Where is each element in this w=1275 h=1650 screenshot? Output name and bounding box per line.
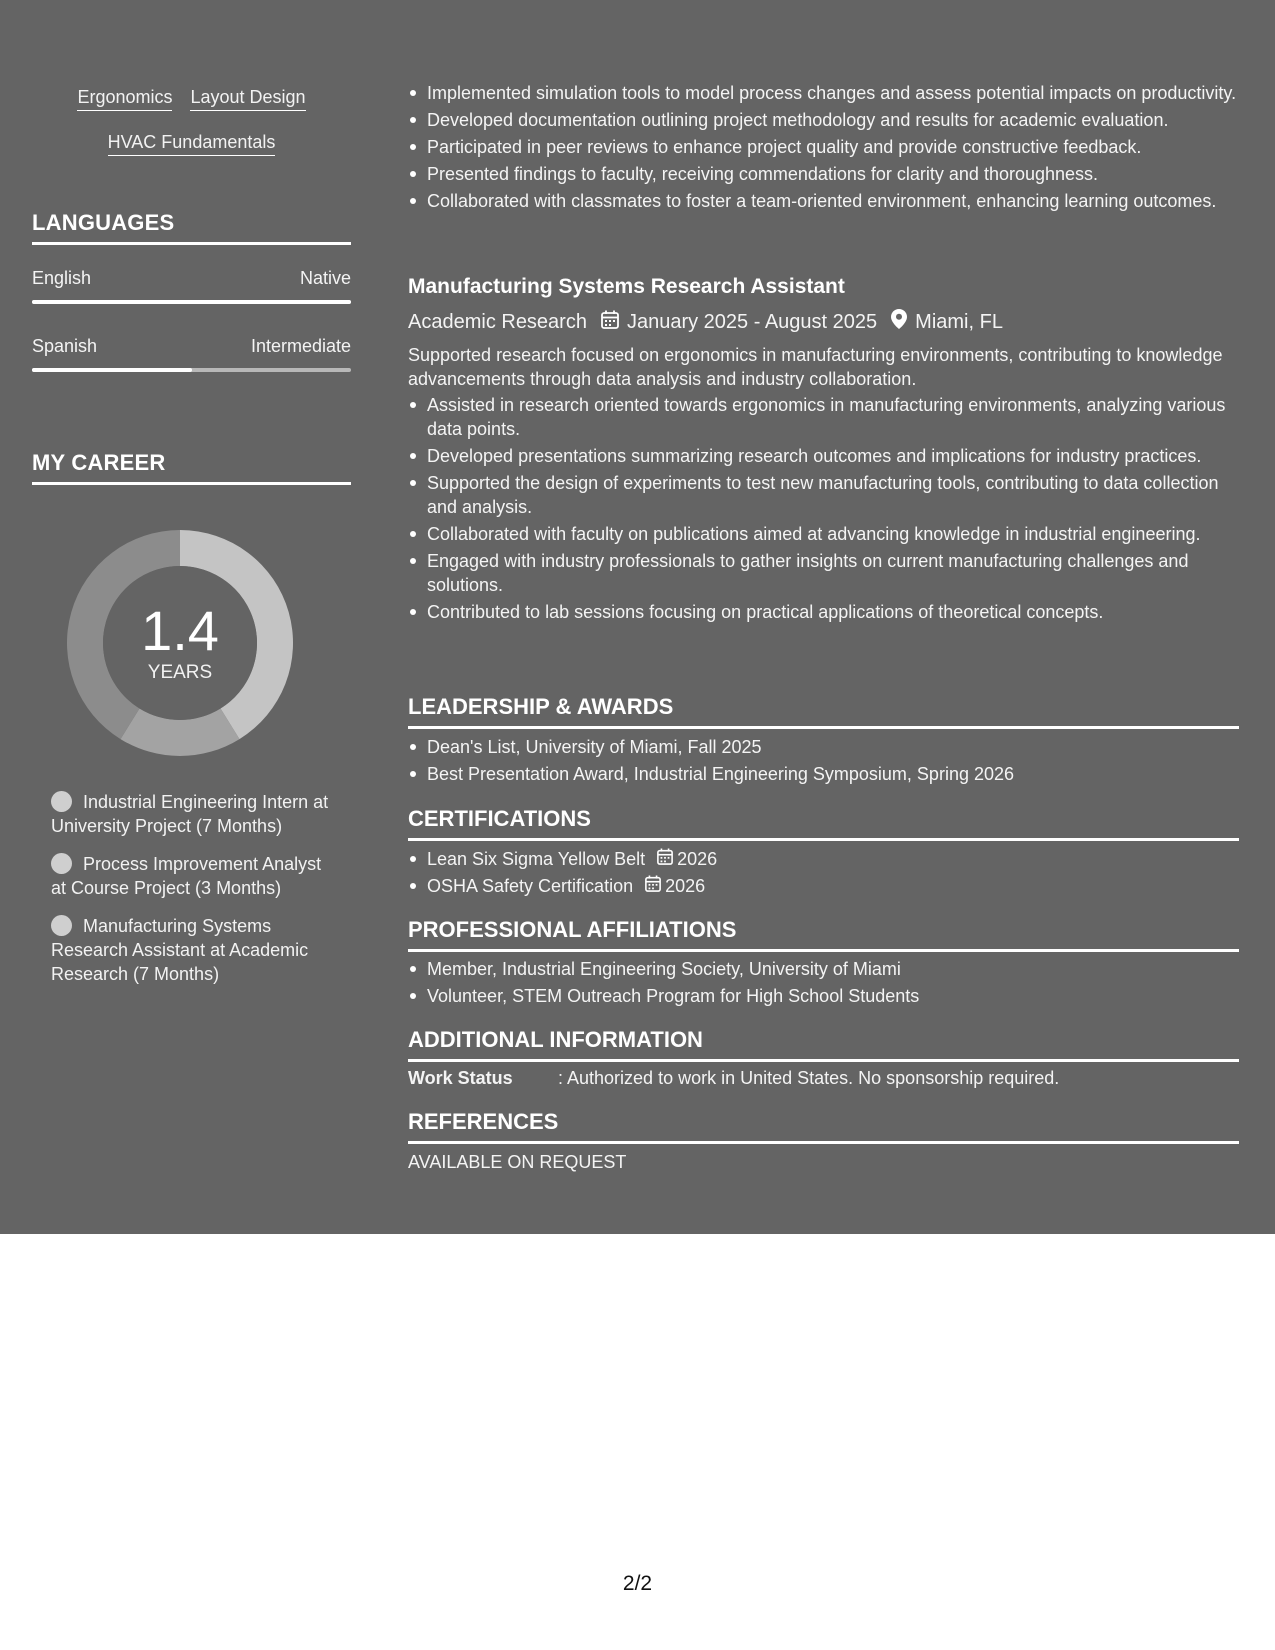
certification-item <box>408 874 1239 898</box>
bullet-item: Engaged with industry professionals to gather insights on current manufacturing challenges and solutions. <box>408 549 1239 597</box>
award-item: Best Presentation Award, Industrial Engineering Symposium, Spring 2026 <box>408 762 1239 786</box>
award-item: Dean's List, University of Miami, Fall 2025 <box>408 735 1239 759</box>
awards-list <box>408 735 1239 786</box>
certification-name: OSHA Safety Certification <box>427 876 634 896</box>
references-heading: REFERENCES <box>408 1109 1239 1144</box>
certifications-list <box>408 847 1239 898</box>
bullet-item: Collaborated with faculty on publications aimed at advancing knowledge in industrial engineering. <box>408 522 1239 546</box>
languages-heading: LANGUAGES <box>32 210 351 245</box>
career-heading: MY CAREER <box>32 450 351 485</box>
language-bar-fill <box>32 368 192 372</box>
references-text: AVAILABLE ON REQUEST <box>408 1152 627 1172</box>
affiliation-item: Member, Industrial Engineering Society, University of Miami <box>408 957 1239 981</box>
certification-name: Lean Six Sigma Yellow Belt <box>427 849 646 869</box>
job-dates: January 2025 - August 2025 <box>626 310 878 333</box>
language-bar <box>32 300 351 304</box>
certification-year: 2026 <box>665 876 706 896</box>
job-meta <box>408 309 1003 335</box>
affiliations-heading: PROFESSIONAL AFFILIATIONS <box>408 917 1239 952</box>
language-bar-fill <box>32 300 351 304</box>
skill-tag: HVAC Fundamentals <box>108 131 276 156</box>
affiliation-item: Volunteer, STEM Outreach Program for High School Students <box>408 984 1239 1008</box>
certification-item <box>408 847 1239 871</box>
page-number: 2/2 <box>622 1572 653 1595</box>
bullet-item: Developed documentation outlining project methodology and results for academic evaluation. <box>408 108 1239 132</box>
calendar-icon <box>645 874 661 898</box>
awards-heading: LEADERSHIP & AWARDS <box>408 694 1239 729</box>
certification-year: 2026 <box>677 849 718 869</box>
skills-row <box>32 86 351 111</box>
skills-tags <box>32 86 351 176</box>
job-bullets <box>408 393 1239 624</box>
language-bar <box>32 368 351 372</box>
career-legend-item <box>51 914 341 986</box>
bullet-item: Supported the design of experiments to test new manufacturing tools, contributing to data collection and analysis. <box>408 471 1239 519</box>
bullet-item: Collaborated with classmates to foster a team-oriented environment, enhancing learning outcomes. <box>408 189 1239 213</box>
legend-dot-icon <box>51 791 72 812</box>
language-name: English <box>32 268 92 288</box>
calendar-icon <box>601 310 619 335</box>
work-status-value: : Authorized to work in United States. No sponsorship required. <box>558 1068 1060 1088</box>
language-item <box>32 268 351 304</box>
bullet-item: Implemented simulation tools to model process changes and assess potential impacts on productivity. <box>408 81 1239 105</box>
career-legend-text: Process Improvement Analyst at Course Project (3 Months) <box>51 854 322 898</box>
career-legend <box>51 790 341 1000</box>
bullet-item: Developed presentations summarizing research outcomes and implications for industry practices. <box>408 444 1239 468</box>
job-title: Manufacturing Systems Research Assistant <box>408 275 845 298</box>
language-item <box>32 336 351 372</box>
career-legend-text: Industrial Engineering Intern at University Project (7 Months) <box>51 792 329 836</box>
donut-center <box>67 530 293 756</box>
job-company: Academic Research <box>408 310 587 333</box>
job-summary: Supported research focused on ergonomics in manufacturing environments, contributing to knowledge advancements through data analysis and industry collaboration. <box>408 345 1223 389</box>
calendar-icon <box>657 847 673 871</box>
language-level: Intermediate <box>250 336 351 356</box>
work-status-label: Work Status <box>408 1068 513 1088</box>
work-status-row <box>408 1068 1059 1089</box>
legend-dot-icon <box>51 915 72 936</box>
language-level: Native <box>299 268 351 288</box>
bullet-item: Participated in peer reviews to enhance project quality and provide constructive feedback. <box>408 135 1239 159</box>
career-donut-chart <box>67 530 293 756</box>
job-location: Miami, FL <box>915 310 1003 333</box>
bullet-item: Contributed to lab sessions focusing on practical applications of theoretical concepts. <box>408 600 1239 624</box>
affiliations-list <box>408 957 1239 1008</box>
career-legend-text: Manufacturing Systems Research Assistant at Academic Research (7 Months) <box>51 916 309 984</box>
certifications-heading: CERTIFICATIONS <box>408 806 1239 841</box>
career-total-unit: YEARS <box>147 662 213 683</box>
career-total-value: 1.4 <box>141 599 219 662</box>
additional-info-heading: ADDITIONAL INFORMATION <box>408 1027 1239 1062</box>
skills-row <box>32 131 351 156</box>
bullet-item: Assisted in research oriented towards ergonomics in manufacturing environments, analyzing various data points. <box>408 393 1239 441</box>
legend-dot-icon <box>51 853 72 874</box>
skill-tag: Layout Design <box>190 86 305 111</box>
career-legend-item <box>51 852 341 900</box>
previous-job-bullets <box>408 81 1239 213</box>
skill-tag: Ergonomics <box>77 86 172 111</box>
location-pin-icon <box>891 309 907 335</box>
bullet-item: Presented findings to faculty, receiving commendations for clarity and thoroughness. <box>408 162 1239 186</box>
language-name: Spanish <box>32 336 98 356</box>
career-legend-item <box>51 790 341 838</box>
